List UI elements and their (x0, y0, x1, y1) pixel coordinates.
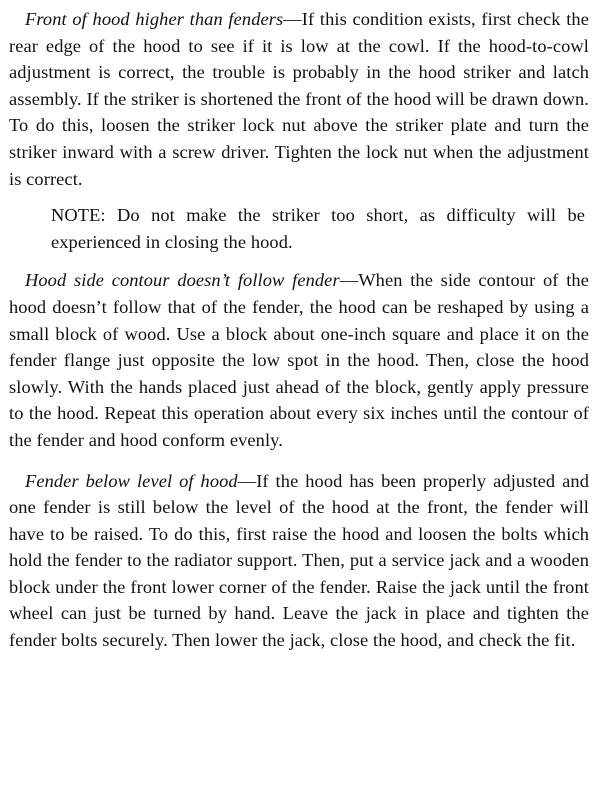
paragraph-body: —When the side contour of the hood doesn’t follow that of the fender, the hood can be reshaped by using a small block of wood. Use a block about one-inch square and place it on the fender flange just opposite the low spot in the hood. Then, close the hood slowly. With the hands placed just ahead of the block, gently apply pressure to the hood. Repeat this operation about every six inches until the contour of the fender and hood conform evenly. (9, 270, 589, 450)
document-page (9, 6, 589, 654)
paragraph-heading: Hood side contour doesn’t follow fender (25, 270, 340, 291)
note-striker: NOTE: Do not make the striker too short, as difficulty will be experienced in closing the hood. (51, 205, 585, 252)
paragraph-front-of-hood (9, 6, 589, 192)
paragraph-heading: Front of hood higher than fenders (25, 9, 284, 29)
spacer (9, 192, 589, 202)
paragraph-hood-side-contour (9, 267, 589, 453)
paragraph-heading: Fender below level of hood (25, 470, 238, 491)
spacer (9, 255, 589, 267)
spacer (9, 454, 589, 468)
paragraph-fender-below-hood (9, 468, 589, 654)
paragraph-body: —If the hood has been properly adjusted and one fender is still below the level of the hood at the front, the fender will have to be raised. To do this, first raise the hood and loosen the bolts which hold the fender to the radiator support. Then, put a service jack and a wooden block under the front lower corner of the fender. Raise the jack until the front wheel can just be turned by hand. Leave the jack in place and tighten the fender bolts securely. Then lower the jack, close the hood, and check the fit. (9, 470, 589, 651)
paragraph-body: —If this condition exists, first check the rear edge of the hood to see if it is low at the cowl. If the hood-to-cowl adjustment is correct, the trouble is probably in the hood striker and latch assembly. If the striker is shortened the front of the hood will be drawn down. To do this, loosen the striker lock nut above the striker plate and turn the striker inward with a screw driver. Tighten the lock nut when the adjustment is correct. (9, 9, 589, 189)
